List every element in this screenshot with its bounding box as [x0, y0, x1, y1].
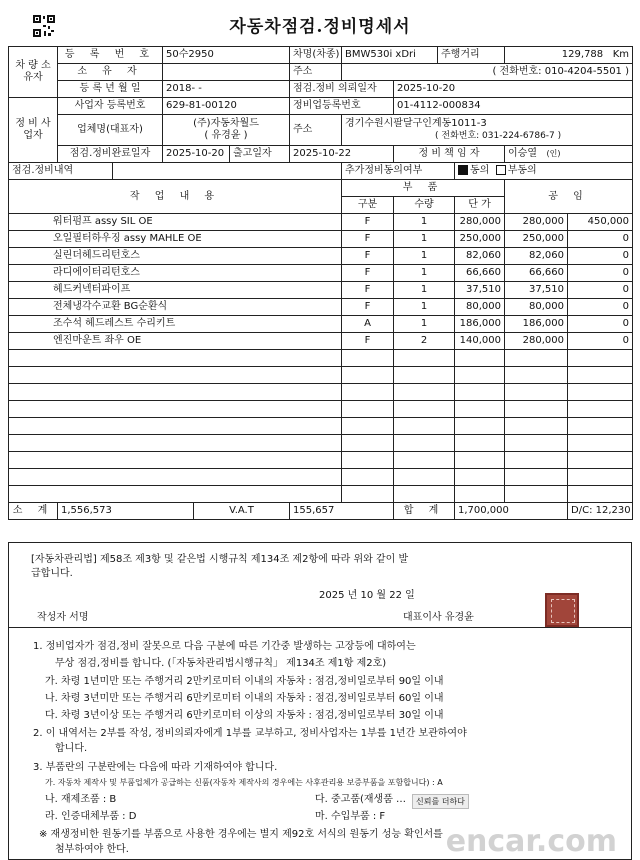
item-qty: [394, 418, 455, 435]
writer-signature-label: 작성자 서명: [37, 612, 89, 623]
item-work: [9, 486, 342, 503]
history-label: 점검.정비내역: [9, 163, 113, 180]
item-type: [342, 350, 394, 367]
item-work: [9, 367, 342, 384]
complete-date-value: 2025-10-20: [163, 146, 230, 163]
company-seal-stamp: [545, 593, 579, 627]
item-row: [9, 350, 633, 367]
item-labor: 0: [568, 333, 633, 350]
item-labor: [568, 384, 633, 401]
item-type: F: [342, 265, 394, 282]
item-unit-price: 82,060: [455, 248, 505, 265]
mileage-value: 129,788 Km: [505, 47, 633, 64]
item-labor: [568, 350, 633, 367]
item-type: F: [342, 214, 394, 231]
owner-name-value: [163, 64, 290, 81]
item-unit-price: [455, 486, 505, 503]
guide-line: 나. 재제조품 : B: [45, 794, 117, 805]
item-labor: [568, 367, 633, 384]
item-total: [505, 367, 568, 384]
item-qty: [394, 486, 455, 503]
item-labor: 0: [568, 316, 633, 333]
tooltip: 신뢰를 더하다: [412, 794, 469, 809]
item-labor: [568, 418, 633, 435]
item-labor: 0: [568, 265, 633, 282]
item-qty: 1: [394, 231, 455, 248]
item-row: [9, 231, 633, 248]
item-labor: [568, 452, 633, 469]
owner-name-label: 소 유 자: [58, 64, 163, 81]
item-work: [9, 350, 342, 367]
item-unit-price: 250,000: [455, 231, 505, 248]
guide-line: 2. 이 내역서는 2부를 작성, 정비의뢰자에게 1부를 교부하고, 정비사업자는 1부를 1년간 보관하여야: [33, 728, 467, 739]
shop-reg-label: 정비업등록번호: [290, 98, 394, 115]
item-total: [505, 452, 568, 469]
biz-no-value: 629-81-00120: [163, 98, 290, 115]
item-unit-price: 140,000: [455, 333, 505, 350]
item-qty: 1: [394, 316, 455, 333]
item-row: [9, 265, 633, 282]
item-type: F: [342, 248, 394, 265]
item-labor: 0: [568, 282, 633, 299]
disagree-checkbox[interactable]: [496, 165, 506, 175]
item-type: [342, 486, 394, 503]
encar-watermark: encar.com: [445, 824, 617, 859]
item-qty: [394, 401, 455, 418]
item-row: [9, 469, 633, 486]
item-labor: 0: [568, 248, 633, 265]
item-qty: [394, 435, 455, 452]
item-unit-price: 280,000: [455, 214, 505, 231]
unit-price-header: 단 가: [455, 197, 505, 214]
item-total: 80,000: [505, 299, 568, 316]
guide-line: 가. 자동차 제작사 및 부품업체가 공급하는 신품(자동차 제작사의 경우에는 사후관리용 보증부품을 포함합니다) : A: [45, 778, 443, 787]
qty-header: 수량: [394, 197, 455, 214]
item-work: 실린더헤드리턴호스: [9, 248, 342, 265]
guide-line: 3. 부품란의 구분란에는 다음에 따라 기재하여야 합니다.: [33, 762, 278, 773]
item-row: [9, 486, 633, 503]
guide-line: 무상 점검,정비를 합니다. (「자동차관리법시행규칙」 제134조 제1항 제2호): [55, 658, 387, 669]
total-label: 합 계: [394, 503, 455, 520]
company-value: (주)자동차월드 ( 유경윤 ): [163, 115, 290, 146]
document-title: 자동차점검.정비명세서: [229, 17, 411, 37]
item-total: [505, 401, 568, 418]
item-type: [342, 469, 394, 486]
item-qty: [394, 452, 455, 469]
item-qty: 2: [394, 333, 455, 350]
item-work: 오일필터하우징 assy MAHLE OE: [9, 231, 342, 248]
item-labor: [568, 486, 633, 503]
item-work: [9, 418, 342, 435]
item-unit-price: [455, 384, 505, 401]
type-header: 구분: [342, 197, 394, 214]
item-total: 66,660: [505, 265, 568, 282]
guide-line: 나. 차령 3년미만 또는 주행거리 6만키로미터 이내의 자동차 : 점검,정비일로부터 60일 이내: [45, 693, 444, 704]
document-page: [8, 6, 632, 859]
item-qty: [394, 367, 455, 384]
item-unit-price: [455, 418, 505, 435]
item-type: F: [342, 282, 394, 299]
guide-line: 다. 중고품(재생품 …: [315, 794, 407, 805]
guide-line: 첨부하여야 한다.: [55, 844, 129, 855]
work-header: 작 업 내 용: [9, 180, 342, 214]
item-row: [9, 435, 633, 452]
item-work: [9, 401, 342, 418]
item-type: F: [342, 299, 394, 316]
request-date-label: 점검.정비 의뢰일자: [290, 81, 394, 98]
item-work: [9, 384, 342, 401]
item-type: [342, 435, 394, 452]
company-label: 업체명(대표자): [58, 115, 163, 146]
item-labor: [568, 469, 633, 486]
request-date-value: 2025-10-20: [394, 81, 633, 98]
shop-reg-value: 01-4112-000834: [394, 98, 633, 115]
item-type: [342, 384, 394, 401]
item-row: [9, 418, 633, 435]
warranty-guide: [8, 628, 632, 860]
labor-header: 공 임: [505, 180, 633, 214]
item-total: 186,000: [505, 316, 568, 333]
item-work: 헤드커넥터파이프: [9, 282, 342, 299]
item-total: 280,000: [505, 214, 568, 231]
item-row: [9, 214, 633, 231]
mileage-label: 주행거리: [438, 47, 505, 64]
item-work: 워터펌프 assy SIL OE: [9, 214, 342, 231]
item-qty: 1: [394, 214, 455, 231]
item-type: [342, 367, 394, 384]
model-value: BMW530i xDri: [342, 47, 438, 64]
item-work: 엔진마운트 좌우 OE: [9, 333, 342, 350]
item-unit-price: [455, 435, 505, 452]
item-unit-price: [455, 452, 505, 469]
law-line-2: 급합니다.: [31, 568, 73, 579]
guide-line: ※ 재생정비한 원동기를 부품으로 사용한 경우에는 별지 제92호 서식의 원동기 성능 확인서를: [39, 829, 443, 840]
release-date-value: 2025-10-22: [290, 146, 394, 163]
guide-line: 합니다.: [55, 743, 88, 754]
agree-checkbox[interactable]: [458, 165, 468, 175]
history-value: [113, 163, 342, 180]
owner-phone: ( 전화번호: 010-4204-5501 ): [342, 64, 633, 81]
model-label: 차명(차종): [290, 47, 342, 64]
item-type: [342, 452, 394, 469]
item-labor: 450,000: [568, 214, 633, 231]
total-value: 1,700,000: [455, 503, 568, 520]
item-work: 전체냉각수교환 BG순환식: [9, 299, 342, 316]
item-row: [9, 248, 633, 265]
law-line-1: [자동차관리법] 제58조 제3항 및 같은법 시행규칙 제134조 제2항에 따라 위와 같이 발: [31, 554, 409, 565]
item-unit-price: [455, 350, 505, 367]
consent-options: [455, 163, 633, 180]
subtotal-label: 소 계: [9, 503, 58, 520]
reg-no-label: 등 록 번 호: [58, 47, 163, 64]
item-total: [505, 350, 568, 367]
guide-line: 다. 차령 3년이상 또는 주행거리 6만키로미터 이상의 자동차 : 점검,정비일로부터 30일 이내: [45, 710, 444, 721]
vat-label: V.A.T: [194, 503, 290, 520]
biz-no-label: 사업자 등록번호: [58, 98, 163, 115]
guide-line: 라. 인증대체부품 : D: [45, 811, 137, 822]
release-date-label: 출고일자: [230, 146, 290, 163]
item-type: F: [342, 231, 394, 248]
item-total: [505, 418, 568, 435]
item-labor: [568, 435, 633, 452]
item-work: 조수석 헤드레스트 수리키트: [9, 316, 342, 333]
item-qty: [394, 350, 455, 367]
shop-address-label: 주소: [290, 115, 342, 146]
item-total: [505, 486, 568, 503]
shop-address-value: 경기수원시팔달구인계동1011-3 ( 전화번호: 031-224-6786-7 ): [342, 115, 633, 146]
discount-value: D/C: 12,230: [568, 503, 633, 520]
item-total: 280,000: [505, 333, 568, 350]
item-labor: 0: [568, 299, 633, 316]
manager-value: 이승열 (인): [505, 146, 633, 163]
item-qty: [394, 469, 455, 486]
agree-label: 동의: [470, 165, 490, 176]
item-total: 250,000: [505, 231, 568, 248]
item-work: [9, 435, 342, 452]
item-total: 37,510: [505, 282, 568, 299]
issue-notice: [8, 542, 632, 628]
item-type: A: [342, 316, 394, 333]
parts-header: 부 품: [342, 180, 505, 197]
item-type: [342, 418, 394, 435]
item-qty: 1: [394, 299, 455, 316]
owner-address-label: 주소: [290, 64, 342, 81]
item-unit-price: [455, 367, 505, 384]
item-row: [9, 316, 633, 333]
guide-line: 1. 정비업자가 점검,정비 잘못으로 다음 구분에 따른 기간중 발생하는 고장등에 대하여는: [33, 641, 416, 652]
manager-label: 정 비 책 임 자: [394, 146, 505, 163]
reg-date-value: 2018- -: [163, 81, 290, 98]
item-row: [9, 452, 633, 469]
item-unit-price: 37,510: [455, 282, 505, 299]
item-total: 82,060: [505, 248, 568, 265]
representative: 대표이사 유경윤: [403, 612, 474, 623]
item-work: 라디에이터리턴호스: [9, 265, 342, 282]
disagree-label: 부동의: [507, 165, 537, 176]
item-qty: 1: [394, 265, 455, 282]
item-total: [505, 469, 568, 486]
item-type: [342, 401, 394, 418]
item-row: [9, 299, 633, 316]
reg-date-label: 등 록 년 월 일: [58, 81, 163, 98]
vat-value: 155,657: [290, 503, 394, 520]
item-row: [9, 367, 633, 384]
guide-line: 마. 수입부품 : F: [315, 811, 386, 822]
item-unit-price: [455, 401, 505, 418]
complete-date-label: 점검.정비완료일자: [58, 146, 163, 163]
item-labor: [568, 401, 633, 418]
subtotal-value: 1,556,573: [58, 503, 194, 520]
item-total: [505, 435, 568, 452]
item-total: [505, 384, 568, 401]
item-unit-price: 186,000: [455, 316, 505, 333]
issue-date: 2025 년 10 월 22 일: [319, 590, 415, 601]
item-qty: 1: [394, 282, 455, 299]
item-labor: 0: [568, 231, 633, 248]
guide-line: 가. 차령 1년미만 또는 주행거리 2만키로미터 이내의 자동차 : 점검,정비일로부터 90일 이내: [45, 676, 444, 687]
shop-section-label: 정 비 사업자: [9, 98, 58, 163]
item-work: [9, 469, 342, 486]
consent-label: 추가정비동의여부: [342, 163, 455, 180]
reg-no-value: 50수2950: [163, 47, 290, 64]
item-unit-price: 80,000: [455, 299, 505, 316]
item-unit-price: 66,660: [455, 265, 505, 282]
owner-section-label: 차 량 소유자: [9, 47, 58, 98]
item-work: [9, 452, 342, 469]
item-row: [9, 282, 633, 299]
item-row: [9, 384, 633, 401]
item-qty: 1: [394, 248, 455, 265]
item-qty: [394, 384, 455, 401]
item-row: [9, 401, 633, 418]
estimate-table: [8, 46, 633, 520]
law-text: [31, 553, 611, 581]
item-unit-price: [455, 469, 505, 486]
item-type: F: [342, 333, 394, 350]
item-row: [9, 333, 633, 350]
items-body: [9, 214, 633, 503]
